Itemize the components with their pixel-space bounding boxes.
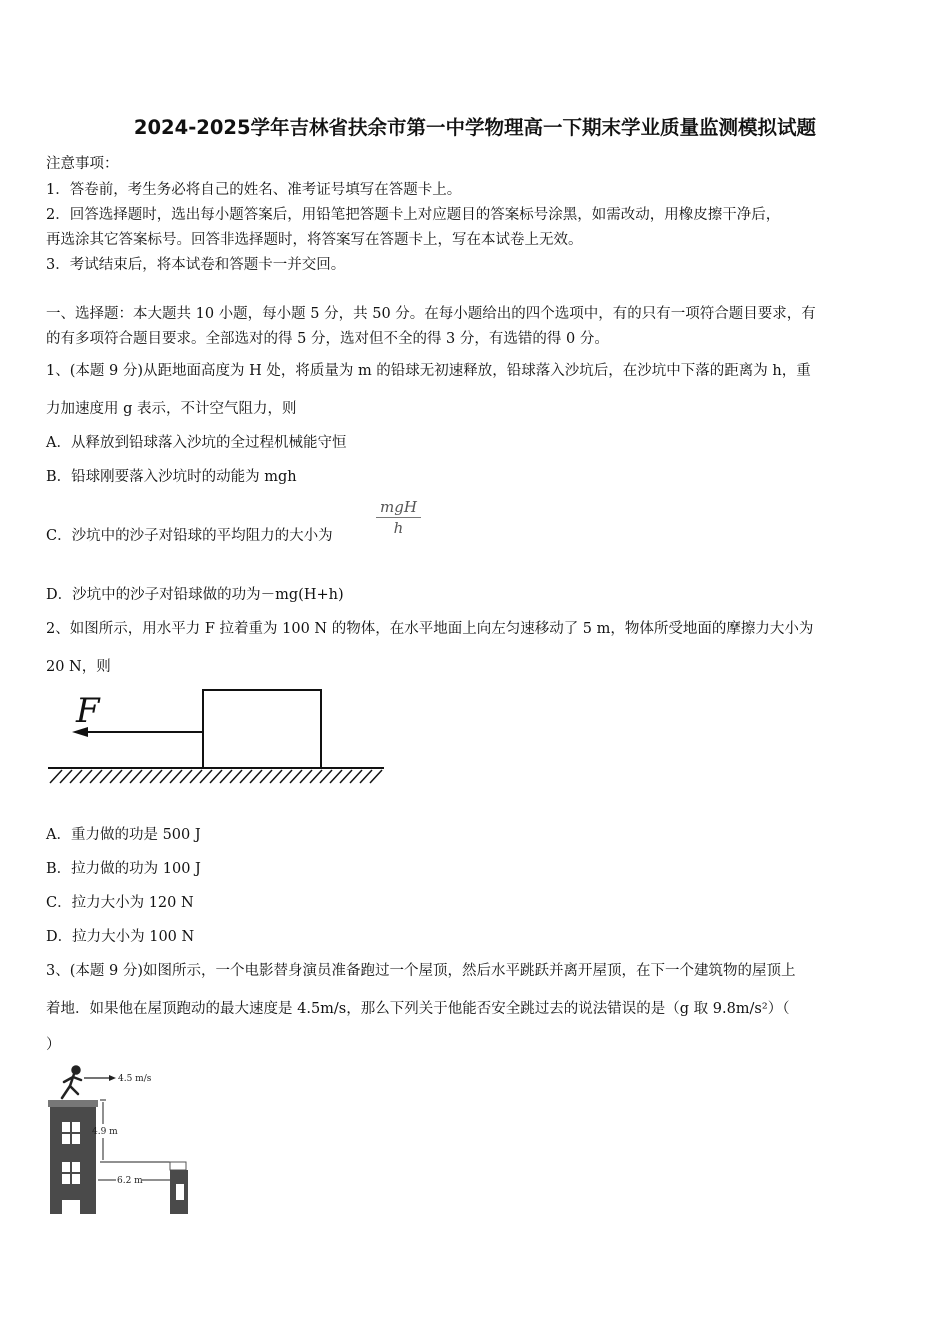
q1-option-b: B．铅球刚要落入沙坑时的动能为 mgh (46, 469, 297, 485)
ground-hatching (50, 770, 382, 783)
speed-label: 4.5 m/s (118, 1074, 152, 1084)
right-roof (170, 1162, 186, 1170)
notice-item-2-line-1: 2．回答选择题时，选出每小题答案后，用铅笔把答题卡上对应题目的答案标号涂黑，如需改动，用橡皮擦干净后， (46, 207, 781, 223)
q2-option-d: D．拉力大小为 100 N (46, 929, 195, 945)
q1-option-c: C．沙坑中的沙子对铅球的平均阻力的大小为 (46, 528, 333, 544)
q3-stem-line-2: 着地．如果他在屋顶跑动的最大速度是 4.5m/s，那么下列关于他能否安全跳过去的说法错误的是（g 取 9.8m/s²）（ (46, 1001, 790, 1017)
height-label: 4.9 m (92, 1127, 118, 1137)
distance-label: 6.2 m (117, 1176, 143, 1186)
fraction-numerator: mgH (380, 498, 417, 516)
q3-figure (46, 1062, 196, 1222)
q2-option-c: C．拉力大小为 120 N (46, 895, 194, 911)
fraction-denominator: h (393, 519, 404, 537)
notice-item-2-line-2: 再选涂其它答案标号。回答非选择题时，将答案写在答题卡上，写在本试卷上无效。 (46, 232, 583, 248)
q1-option-a: A．从释放到铅球落入沙坑的全过程机械能守恒 (46, 435, 347, 451)
q2-option-a: A．重力做的功是 500 J (46, 827, 201, 843)
notice-item-1: 1．答卷前，考生务必将自己的姓名、准考证号填写在答题卡上。 (46, 182, 462, 198)
q1-stem-line-1: 1、(本题 9 分)从距地面高度为 H 处，将质量为 m 的铅球无初速释放，铅球落入沙坑后，在沙坑中下落的距离为 h，重 (46, 363, 811, 379)
q3-stem-line-3: ） (46, 1037, 61, 1053)
q1-stem-line-2: 力加速度用 g 表示，不计空气阻力，则 (46, 401, 297, 417)
q2-stem-line-1: 2、如图所示，用水平力 F 拉着重为 100 N 的物体，在水平地面上向左匀速移动了 5 m，物体所受地面的摩擦力大小为 (46, 621, 814, 637)
window (176, 1184, 184, 1200)
fraction-bar (376, 517, 421, 518)
q3-stem-line-1: 3、(本题 9 分)如图所示，一个电影替身演员准备跑过一个屋顶，然后水平跳跃并离开屋顶，在下一个建筑物的屋顶上 (46, 963, 796, 979)
section-intro-line-2: 的有多项符合题目要求。全部选对的得 5 分，选对但不全的得 3 分，有选错的得 0 分。 (46, 331, 609, 347)
block (203, 690, 321, 768)
q1-option-d: D．沙坑中的沙子对铅球做的功为－mg(H+h) (46, 587, 344, 603)
q2-option-b: B．拉力做的功为 100 J (46, 861, 201, 877)
runner-icon (62, 1067, 81, 1099)
force-label: F (76, 691, 100, 731)
q1-option-c-fraction (376, 498, 421, 537)
notice-item-3: 3．考试结束后，将本试卷和答题卡一并交回。 (46, 257, 346, 273)
section-intro-line-1: 一、选择题：本大题共 10 小题，每小题 5 分，共 50 分。在每小题给出的四个选项中，有的只有一项符合题目要求，有 (46, 306, 816, 322)
page-title: 2024-2025学年吉林省扶余市第一中学物理高一下期末学业质量监测模拟试题 (133, 116, 817, 139)
notice-heading: 注意事项： (46, 156, 119, 172)
q2-stem-line-2: 20 N，则 (46, 659, 111, 675)
left-roof (48, 1100, 98, 1107)
speed-arrow-head (109, 1075, 116, 1081)
q2-figure (46, 684, 386, 784)
window (62, 1200, 80, 1214)
